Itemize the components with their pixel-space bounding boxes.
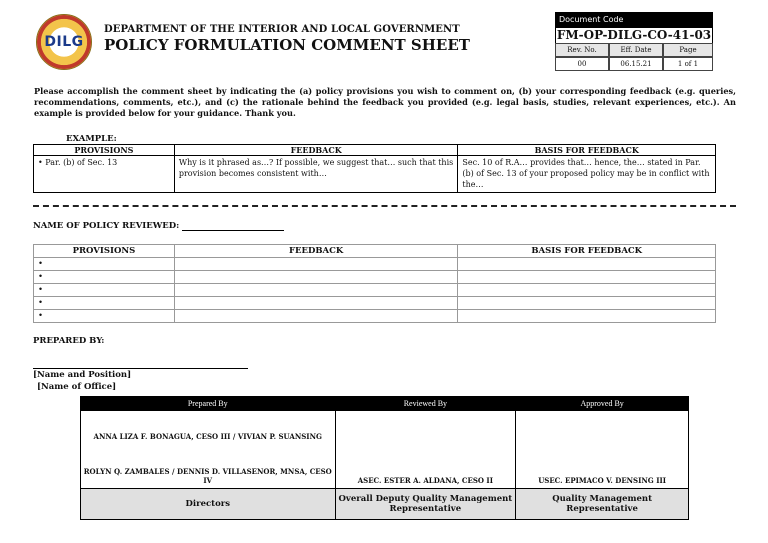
example-label: EXAMPLE: bbox=[66, 134, 117, 144]
role-deputy-qmr: Overall Deputy Quality Management Representative bbox=[335, 489, 516, 520]
review-header-feedback: FEEDBACK bbox=[174, 245, 458, 258]
review-header-row bbox=[34, 245, 716, 258]
signature-line[interactable] bbox=[33, 368, 248, 369]
example-header-row bbox=[34, 145, 716, 156]
document-code-label: Document Code bbox=[555, 12, 713, 28]
prepared-by-header: Prepared By bbox=[81, 397, 336, 411]
example-row bbox=[34, 156, 716, 193]
feedback-cell[interactable] bbox=[174, 310, 458, 323]
prepared-by-label: PREPARED BY: bbox=[33, 336, 105, 346]
example-provision: • Par. (b) of Sec. 13 bbox=[34, 156, 175, 193]
approved-name-cell bbox=[516, 411, 689, 489]
eff-date-header: Eff. Date bbox=[609, 43, 663, 57]
role-directors: Directors bbox=[81, 489, 336, 520]
prepared-names-2: ROLYN Q. ZAMBALES / DENNIS D. VILLASENOR, MNSA, CESO IV bbox=[83, 467, 332, 485]
example-basis: Sec. 10 of R.A… provides that… hence, the… stated in Par. (b) of Sec. 13 of your proposed policy may be in conflict with the… bbox=[458, 156, 716, 193]
basis-cell[interactable] bbox=[458, 284, 716, 297]
approval-table bbox=[80, 396, 689, 520]
document-code-box bbox=[555, 12, 713, 71]
table-row bbox=[34, 271, 716, 284]
approved-name: USEC. EPIMACO V. DENSING III bbox=[538, 476, 667, 485]
policy-reviewed-label: NAME OF POLICY REVIEWED: bbox=[33, 221, 180, 231]
example-header-feedback: FEEDBACK bbox=[174, 145, 458, 156]
approved-by-header: Approved By bbox=[516, 397, 689, 411]
policy-reviewed bbox=[33, 221, 284, 231]
feedback-cell[interactable] bbox=[174, 284, 458, 297]
approval-roles-row bbox=[81, 489, 689, 520]
approval-names-row bbox=[81, 411, 689, 489]
provision-cell[interactable]: • bbox=[34, 284, 175, 297]
reviewed-by-header: Reviewed By bbox=[335, 397, 516, 411]
example-header-basis: BASIS FOR FEEDBACK bbox=[458, 145, 716, 156]
instructions-text: Please accomplish the comment sheet by indicating the (a) policy provisions you wish to comment on, (b) your corresponding feedback (e.g. queries, recommendations, comments, etc.), and (c) the rationale behind the feedback you provided (e.g. legal basis, studies, relevant experiences, etc.). An example is provided below for your guidance. Thank you. bbox=[34, 86, 736, 118]
provision-cell[interactable]: • bbox=[34, 297, 175, 310]
approval-header-row bbox=[81, 397, 689, 411]
role-qmr: Quality Management Representative bbox=[516, 489, 689, 520]
provision-cell[interactable]: • bbox=[34, 271, 175, 284]
document-code: FM-OP-DILG-CO-41-03 bbox=[556, 28, 712, 42]
basis-cell[interactable] bbox=[458, 258, 716, 271]
page-title: POLICY FORMULATION COMMENT SHEET bbox=[104, 36, 470, 54]
example-table bbox=[33, 144, 716, 193]
name-office-label: [Name of Office] bbox=[37, 382, 117, 392]
provision-cell[interactable]: • bbox=[34, 310, 175, 323]
provision-cell[interactable]: • bbox=[34, 258, 175, 271]
table-row bbox=[34, 284, 716, 297]
document-meta-grid bbox=[555, 43, 713, 71]
dilg-logo bbox=[36, 14, 92, 70]
cut-line-divider bbox=[33, 205, 736, 207]
example-feedback: Why is it phrased as…? If possible, we suggest that… such that this provision becomes consistent with… bbox=[174, 156, 458, 193]
feedback-cell[interactable] bbox=[174, 258, 458, 271]
table-row bbox=[34, 297, 716, 310]
table-row bbox=[34, 258, 716, 271]
page-value: 1 of 1 bbox=[663, 57, 713, 71]
policy-name-field[interactable] bbox=[182, 223, 284, 231]
basis-cell[interactable] bbox=[458, 310, 716, 323]
page-header-label: Page bbox=[679, 46, 697, 54]
reviewed-name-cell bbox=[335, 411, 516, 489]
feedback-cell[interactable] bbox=[174, 271, 458, 284]
logo-text: DILG bbox=[44, 34, 84, 50]
basis-cell[interactable] bbox=[458, 271, 716, 284]
feedback-cell[interactable] bbox=[174, 297, 458, 310]
page-header bbox=[663, 43, 713, 57]
rev-no-header: Rev. No. bbox=[555, 43, 609, 57]
prepared-names-1: ANNA LIZA F. BONAGUA, CESO III / VIVIAN P. SUANSING bbox=[93, 432, 322, 441]
reviewed-name: ASEC. ESTER A. ALDANA, CESO II bbox=[357, 476, 493, 485]
review-header-basis: BASIS FOR FEEDBACK bbox=[458, 245, 716, 258]
rev-no-value: 00 bbox=[555, 57, 609, 71]
table-row bbox=[34, 310, 716, 323]
review-table bbox=[33, 244, 716, 323]
example-header-provisions: PROVISIONS bbox=[34, 145, 175, 156]
name-position-label: [Name and Position] bbox=[33, 370, 132, 380]
department-name: DEPARTMENT OF THE INTERIOR AND LOCAL GOVERNMENT bbox=[104, 24, 460, 35]
basis-cell[interactable] bbox=[458, 297, 716, 310]
review-header-provisions: PROVISIONS bbox=[34, 245, 175, 258]
eff-date-value: 06.15.21 bbox=[609, 57, 663, 71]
prepared-names-cell bbox=[81, 411, 336, 489]
